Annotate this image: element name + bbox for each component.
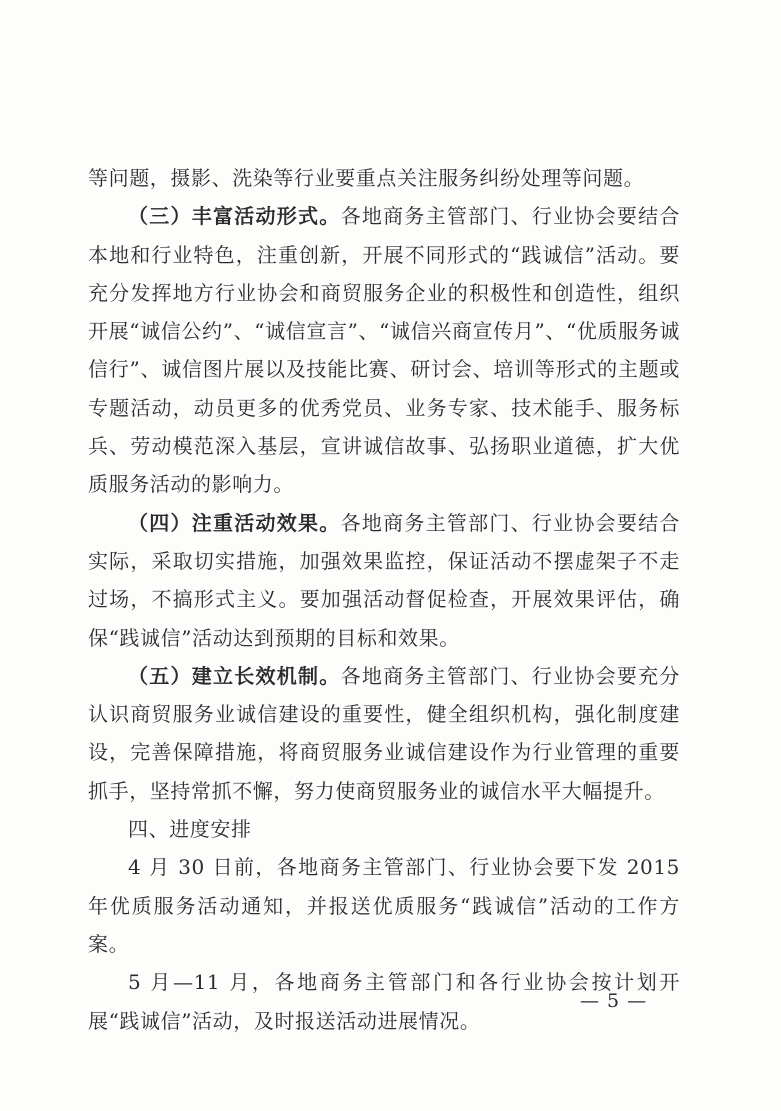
paragraph-heading: （五）建立长效机制。 <box>128 663 341 688</box>
paragraph-enrich-activity-forms <box>88 197 680 503</box>
section-title: 四、进度安排 <box>128 817 252 842</box>
paragraph-text: 各地商务主管部门、行业协会要充分认识商贸服务业诚信建设的重要性，健全组织机构，强化制度建设，完善保障措施，将商贸服务业诚信建设作为行业管理的重要抓手，坚持常抓不懈，努力使商贸服务业的诚信水平大幅提升。 <box>88 663 680 803</box>
paragraph-heading: （三）丰富活动形式。 <box>128 204 341 229</box>
paragraph-text: 各地商务主管部门、行业协会要结合本地和行业特色，注重创新，开展不同形式的“践诚信”活动。要充分发挥地方行业协会和商贸服务企业的积极性和创造性，组织开展“诚信公约”、“诚信宣言”、“诚信兴商宣传月”、“优质服务诚信行”、诚信图片展以及技能比赛、研讨会、培训等形式的主题或专题活动，动员更多的优秀党员、业务专家、技术能手、服务标兵、劳动模范深入基层，宣讲诚信故事、弘扬职业道德，扩大优质服务活动的影响力。 <box>88 204 680 497</box>
paragraph-text: 等问题，摄影、洗染等行业要重点关注服务纠纷处理等问题。 <box>88 166 645 190</box>
schedule-item: 4 月 30 日前，各地商务主管部门、行业协会要下发 2015 年优质服务活动通知，并报送优质服务“践诚信”活动的工作方案。 <box>88 855 680 956</box>
paragraph-long-term-mechanism <box>88 657 680 810</box>
page-number: — 5 — <box>580 990 648 1012</box>
schedule-item: 5 月—11 月，各地商务主管部门和各行业协会按计划开展“践诚信”活动，及时报送活动进展情况。 <box>88 970 680 1033</box>
paragraph-text: 各地商务主管部门、行业协会要结合实际，采取切实措施，加强效果监控，保证活动不摆虚架子不走过场，不搞形式主义。要加强活动督促检查，开展效果评估，确保“践诚信”活动达到预期的目标和效果。 <box>88 510 680 650</box>
paragraph-focus-activity-effect <box>88 504 680 657</box>
document-body <box>88 159 680 1040</box>
paragraph-continuation <box>88 159 680 197</box>
paragraph-heading: （四）注重活动效果。 <box>128 510 341 535</box>
